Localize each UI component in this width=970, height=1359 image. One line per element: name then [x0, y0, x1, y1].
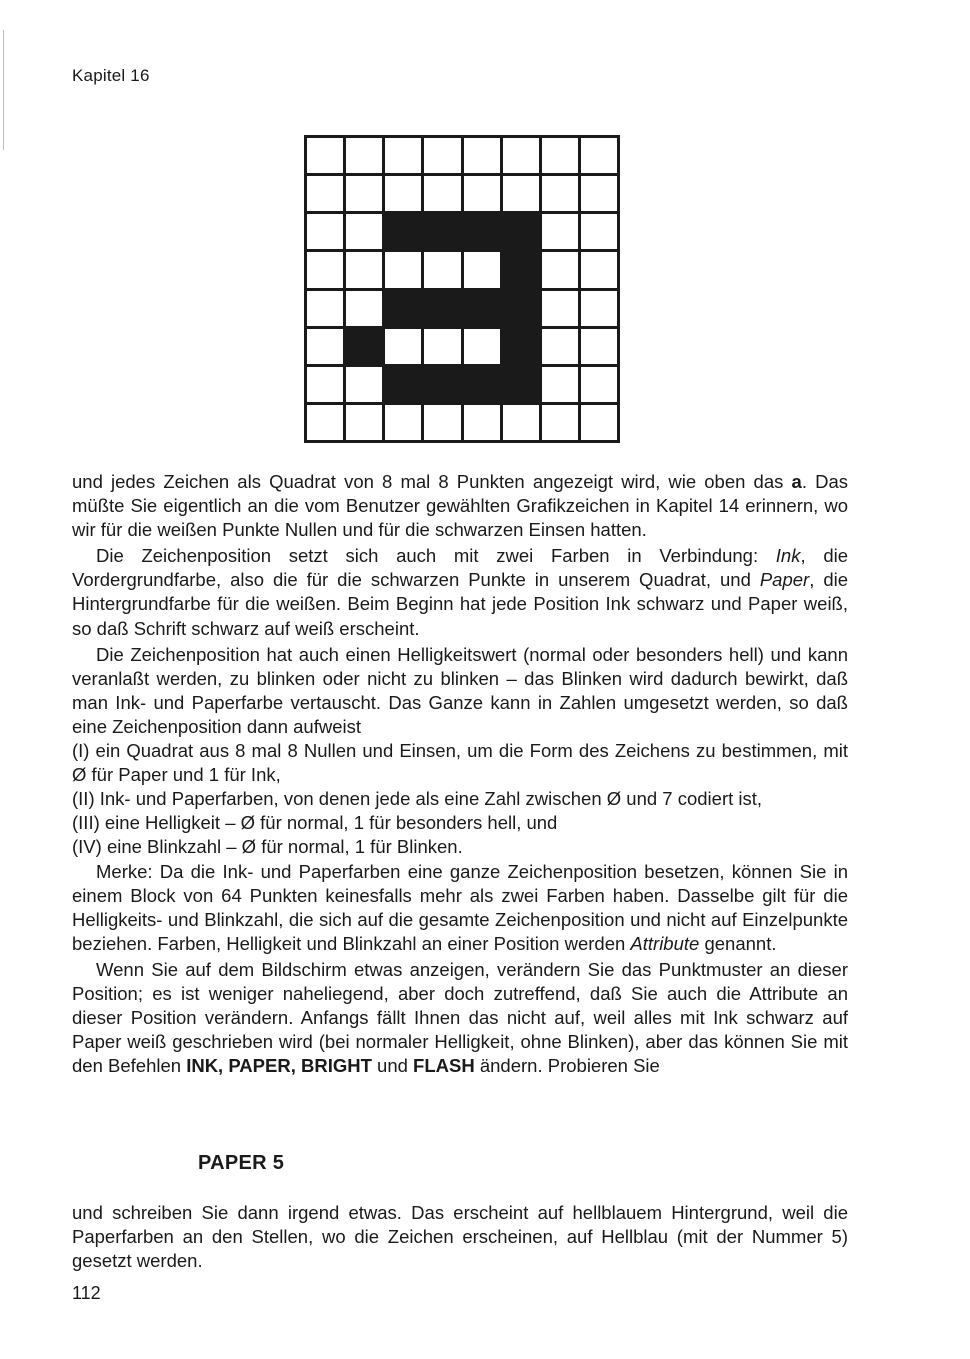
p5-text-d: ändern. Probieren Sie	[474, 1055, 660, 1077]
paragraph-1	[72, 470, 848, 542]
grid-cell-1-6	[542, 176, 578, 211]
grid-cell-5-6	[542, 329, 578, 364]
grid-cell-6-1	[346, 367, 382, 402]
grid-cell-5-7	[581, 329, 617, 364]
p2-text-a: Die Zeichenposition setzt sich auch mit zwei Farben in Verbindung:	[96, 545, 776, 567]
p1-text-b: . Das müßte Sie eigentlich an die vom Benutzer gewählten Grafikzeichen in Kapitel 14 erinnern, wo wir für die weißen Punkte Nullen und für die schwarzen Einsen hatten.	[72, 471, 848, 541]
grid-cell-1-7	[581, 176, 617, 211]
grid-cell-4-0	[307, 291, 343, 326]
grid-cell-4-7	[581, 291, 617, 326]
body-text	[72, 470, 848, 1078]
paragraph-2	[72, 544, 848, 640]
grid-cell-3-2	[385, 252, 421, 287]
grid-cell-2-7	[581, 214, 617, 249]
grid-cell-7-6	[542, 405, 578, 440]
grid-cell-4-3	[424, 291, 460, 326]
grid-cell-7-5	[503, 405, 539, 440]
grid-cell-5-3	[424, 329, 460, 364]
list-item-3: (III) eine Helligkeit – Ø für normal, 1 für besonders hell, und	[72, 812, 558, 834]
grid-cell-7-3	[424, 405, 460, 440]
grid-cell-7-2	[385, 405, 421, 440]
grid-cell-4-4	[464, 291, 500, 326]
grid-cell-2-2	[385, 214, 421, 249]
grid-cell-2-3	[424, 214, 460, 249]
grid-cell-6-3	[424, 367, 460, 402]
p5-text-a: Wenn Sie auf dem Bildschirm etwas anzeigen, verändern Sie das Punktmuster an dieser Position; es ist weniger naheliegend, aber doch zutreffend, daß Sie auch die Attribute an dieser Position verändern. Anfangs fällt Ihnen das nicht auf, weil alles mit Ink schwarz auf Paper weiß geschrieben wird (bei normaler Helligkeit, ohne Blinken), aber das können Sie mit den Befehlen	[72, 958, 848, 1077]
p4-italic-attribute: Attribute	[630, 932, 700, 954]
grid-cell-4-6	[542, 291, 578, 326]
grid-cell-5-0	[307, 329, 343, 364]
grid-cell-0-5	[503, 138, 539, 173]
p5-bold-commands: INK, PAPER, BRIGHT	[186, 1055, 372, 1077]
list-item-2: (II) Ink- und Paperfarben, von denen jede als eine Zahl zwischen Ø und 7 codiert ist,	[72, 788, 763, 810]
grid-cell-3-7	[581, 252, 617, 287]
grid-cell-0-2	[385, 138, 421, 173]
grid-cell-1-3	[424, 176, 460, 211]
grid-cell-0-6	[542, 138, 578, 173]
grid-cell-6-5	[503, 367, 539, 402]
grid-cell-6-7	[581, 367, 617, 402]
chapter-header: Kapitel 16	[72, 66, 150, 85]
grid-cell-3-3	[424, 252, 460, 287]
grid-cell-0-1	[346, 138, 382, 173]
grid-cell-3-5	[503, 252, 539, 287]
grid-cell-1-2	[385, 176, 421, 211]
grid-cell-2-6	[542, 214, 578, 249]
grid-cell-2-1	[346, 214, 382, 249]
paragraph-4	[72, 860, 848, 956]
grid-cell-4-2	[385, 291, 421, 326]
paragraph-6: und schreiben Sie dann irgend etwas. Das erscheint auf hellblauem Hintergrund, weil die Paperfarben an den Stellen, wo die Zeichen erscheinen, auf Hellblau (mit der Nummer 5) gesetzt werden.	[72, 1202, 848, 1272]
grid-cell-0-3	[424, 138, 460, 173]
grid-cell-6-6	[542, 367, 578, 402]
p1-text-a: und jedes Zeichen als Quadrat von 8 mal 8 Punkten angezeigt wird, wie oben das	[72, 471, 792, 492]
grid-cell-2-0	[307, 214, 343, 249]
p2-text-b: , die Vordergrundfarbe, also die für die schwarzen Punkte in unserem Quadrat, und	[72, 545, 849, 591]
grid-cell-3-4	[464, 252, 500, 287]
grid-cell-7-4	[464, 405, 500, 440]
paragraph-5	[72, 958, 848, 1078]
grid-cell-1-5	[503, 176, 539, 211]
paragraph-3: Die Zeichenposition hat auch einen Helligkeitswert (normal oder besonders hell) und kann veranlaßt werden, zu blinken oder nicht zu blinken – das Blinken wird dadurch bewirkt, daß man Ink- und Paperfarbe vertauscht. Das Ganze kann in Zahlen umgesetzt werden, so daß eine Zeichenposition dann aufweist	[72, 643, 848, 737]
grid-cell-6-4	[464, 367, 500, 402]
character-pixel-grid	[304, 135, 620, 443]
command-example: PAPER 5	[198, 1152, 285, 1174]
p5-bold-flash: FLASH	[413, 1055, 475, 1077]
grid-cell-4-1	[346, 291, 382, 326]
grid-cell-5-4	[464, 329, 500, 364]
grid-cell-5-2	[385, 329, 421, 364]
grid-cell-0-0	[307, 138, 343, 173]
grid-cell-6-0	[307, 367, 343, 402]
grid-cell-1-4	[464, 176, 500, 211]
p4-text-a: Merke: Da die Ink- und Paperfarben eine ganze Zeichenposition besetzen, können Sie in einem Block von 64 Punkten keinesfalls mehr als zwei Farben haben. Dasselbe gilt für die Helligkeits- und Blinkzahl, die sich auf die gesamte Zeichenposition und nicht auf Einzelpunkte beziehen. Farben, Helligkeit und Blinkzahl an einer Position werden	[72, 860, 848, 954]
grid-cell-1-1	[346, 176, 382, 211]
p2-italic-paper: Paper	[759, 569, 810, 591]
grid-cell-1-0	[307, 176, 343, 211]
page-number: 112	[72, 1283, 101, 1303]
grid-cell-3-1	[346, 252, 382, 287]
p2-text-c: , die Hintergrundfarbe für die weißen. Beim Beginn hat jede Position Ink schwarz und Paper weiß, so daß Schrift schwarz auf weiß erscheint.	[72, 569, 849, 639]
p5-text-c: und	[371, 1055, 414, 1077]
grid-cell-0-7	[581, 138, 617, 173]
grid-cell-6-2	[385, 367, 421, 402]
grid-cell-4-5	[503, 291, 539, 326]
body-text-2	[72, 1201, 848, 1273]
p4-text-b: genannt.	[699, 932, 777, 954]
grid-cell-7-1	[346, 405, 382, 440]
p1-bold-a: a	[791, 471, 802, 492]
grid-cell-0-4	[464, 138, 500, 173]
p2-italic-ink: Ink	[775, 545, 801, 567]
grid-cell-3-6	[542, 252, 578, 287]
grid-cell-2-5	[503, 214, 539, 249]
grid-cell-7-0	[307, 405, 343, 440]
grid-cell-2-4	[464, 214, 500, 249]
list-item-4: (IV) eine Blinkzahl – Ø für normal, 1 für Blinken.	[72, 836, 463, 858]
page-edge-line	[3, 30, 4, 150]
grid-cell-5-1	[346, 329, 382, 364]
grid-cell-7-7	[581, 405, 617, 440]
list-item-1: (I) ein Quadrat aus 8 mal 8 Nullen und Einsen, um die Form des Zeichens zu bestimmen, mit Ø für Paper und 1 für Ink,	[72, 740, 848, 786]
grid-cell-5-5	[503, 329, 539, 364]
grid-cell-3-0	[307, 252, 343, 287]
